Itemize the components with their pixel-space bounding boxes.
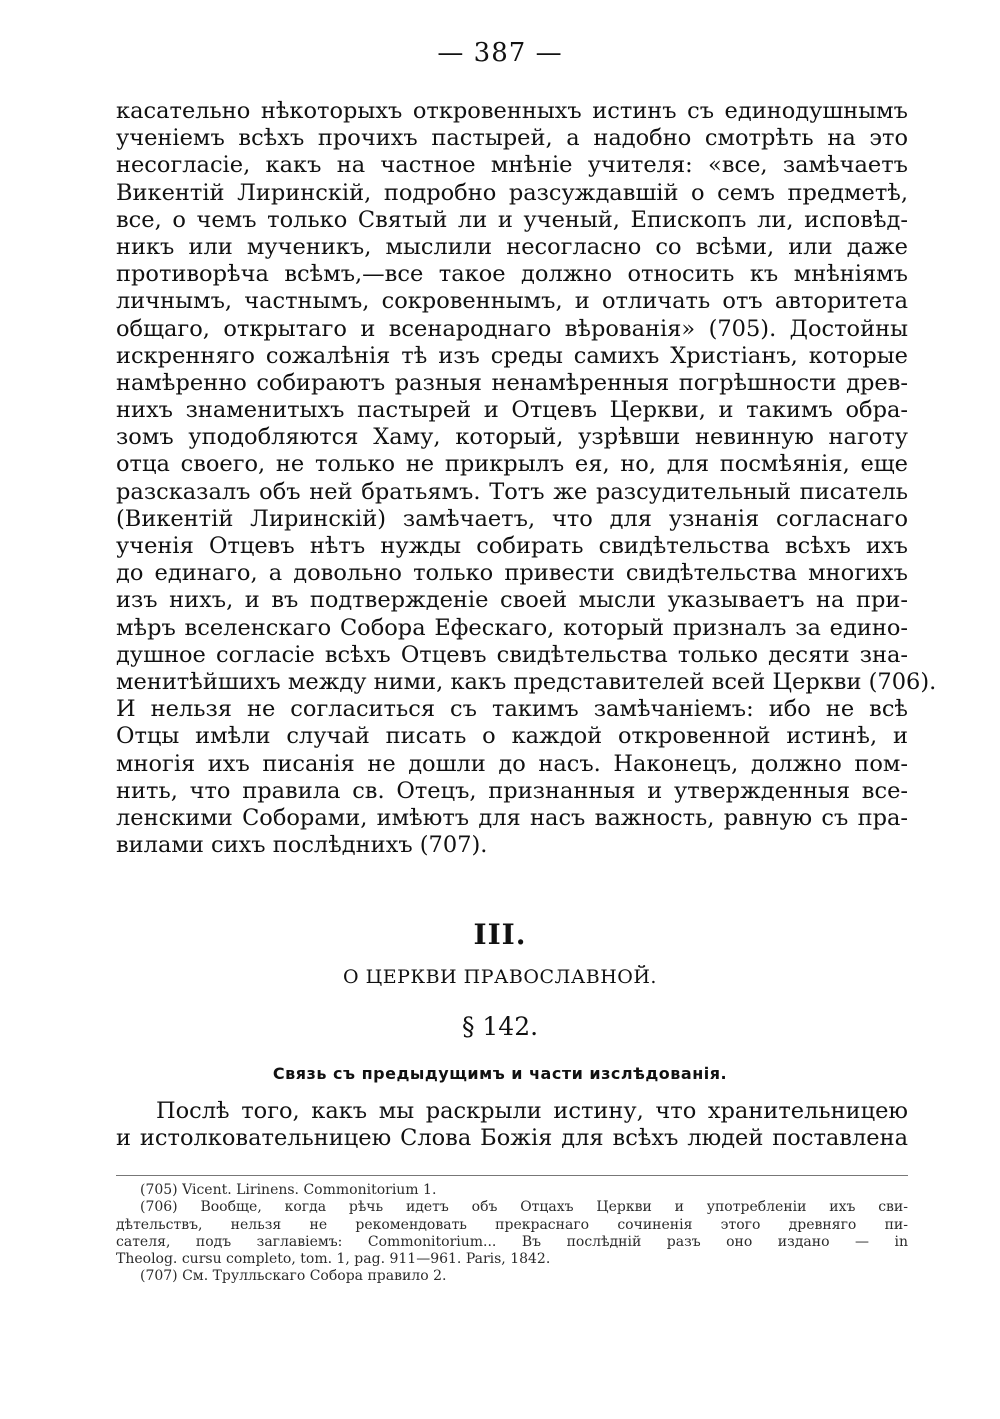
footnotes: [116, 1182, 908, 1286]
text-line: все, о чемъ только Святый ли и ученый, Епископъ ли, исповѣд-: [116, 206, 908, 233]
footnote-706-line: Theolog. cursu completo, tom. 1, pag. 911—961. Paris, 1842.: [116, 1251, 551, 1268]
text-line: изъ нихъ, и въ подтвержденіе своей мысли указываетъ на при-: [116, 587, 908, 614]
text-line: противорѣча всѣмъ,—все такое должно относить къ мнѣніямъ: [116, 261, 908, 288]
footnote-706-line: сателя, подъ заглавіемъ: Commonitorium... Въ послѣдній разъ оно издано — in: [116, 1233, 908, 1250]
section-title: О ЦЕРКВИ ПРАВОСЛАВНОЙ.: [343, 966, 657, 988]
main-paragraph: [116, 98, 937, 859]
text-line: касательно нѣкоторыхъ откровенныхъ истинъ съ единодушнымъ: [116, 98, 908, 124]
text-line: разсказалъ объ ней братьямъ. Тотъ же разсудительный писатель: [116, 478, 908, 505]
text-line: (Викентій Лиринскій) замѣчаетъ, что для узнанія согласнаго: [116, 505, 908, 532]
text-line: И нельзя не согласиться съ такимъ замѣчаніемъ: ибо не всѣ: [116, 696, 908, 723]
text-line: мѣръ вселенскаго Собора Ефескаго, который призналъ за едино-: [116, 614, 908, 641]
text-line: вилами сихъ послѣднихъ (707).: [116, 832, 488, 859]
section-numeral: III.: [473, 918, 527, 951]
text-line: душное согласіе всѣхъ Отцевъ свидѣтельства только десяти зна-: [116, 641, 908, 668]
text-line: и истолковательницею Слова Божія для всѣхъ людей поставлена: [116, 1125, 908, 1152]
text-line: ученія Отцевъ нѣтъ нужды собирать свидѣтельства всѣхъ ихъ: [116, 533, 908, 559]
text-line: ленскими Соборами, имѣютъ для насъ важность, равную съ пра-: [116, 804, 908, 831]
text-line: личнымъ, частнымъ, сокровеннымъ, и отличать отъ авторитета: [116, 288, 908, 315]
footnote-divider: [116, 1175, 908, 1176]
text-line: менитѣйшихъ между ними, какъ представителей всей Церкви (706).: [116, 668, 937, 695]
text-line: многія ихъ писанія не дошли до насъ. Наконецъ, должно пом-: [116, 750, 908, 777]
text-line: общаго, открытаго и всенароднаго вѣрованія» (705). Достойны: [116, 315, 908, 342]
footnote-706-line: дѣтельствъ, нельзя не рекомендовать прекраснаго сочиненія этого древняго пи-: [116, 1216, 908, 1233]
text-line: несогласіе, какъ на частное мнѣніе учителя: «все, замѣчаетъ: [116, 152, 908, 179]
text-line: никъ или мученикъ, мыслили несогласно со всѣми, или даже: [116, 233, 908, 260]
text-line: искренняго сожалѣнія тѣ изъ среды самихъ Христіанъ, которые: [116, 342, 908, 369]
footnote-705: (705) Vicent. Lirinens. Commonitorium 1.: [140, 1182, 437, 1198]
paragraph-number: § 142.: [461, 1012, 539, 1041]
text-line: Послѣ того, какъ мы раскрыли истину, что хранительницею: [156, 1098, 908, 1124]
subsection-title: Связь съ предыдущимъ и части изслѣдованія.: [272, 1064, 728, 1083]
text-line: отца своего, не только не прикрылъ ея, но, для посмѣянія, еще: [116, 451, 908, 478]
text-line: ученіемъ всѣхъ прочихъ пастырей, а надобно смотрѣть на это: [116, 125, 908, 152]
text-line: нить, что правила св. Отецъ, признанныя и утвержденныя все-: [116, 777, 908, 804]
text-line: намѣренно собираютъ разныя ненамѣренныя погрѣшности древ-: [116, 369, 908, 396]
footnote-706: (706) Вообще, когда рѣчь идетъ объ Отцахъ Церкви и употребленіи ихъ сви-: [140, 1199, 908, 1216]
page-number: — 387 —: [437, 38, 563, 68]
text-line: нихъ знаменитыхъ пастырей и Отцевъ Церкви, и такимъ обра-: [116, 397, 908, 424]
text-line: Отцы имѣли случай писать о каждой откровенной истинѣ, и: [116, 723, 908, 750]
footnote-707: (707) См. Трулльскаго Собора правило 2.: [140, 1268, 447, 1285]
intro-paragraph: [116, 1098, 908, 1152]
text-line: Викентій Лиринскій, подробно разсуждавшій о семъ предметѣ,: [116, 179, 908, 206]
text-line: зомъ уподобляются Хаму, который, узрѣвши невинную наготу: [116, 424, 908, 451]
text-line: до единаго, а довольно только привести свидѣтельства многихъ: [116, 560, 908, 587]
